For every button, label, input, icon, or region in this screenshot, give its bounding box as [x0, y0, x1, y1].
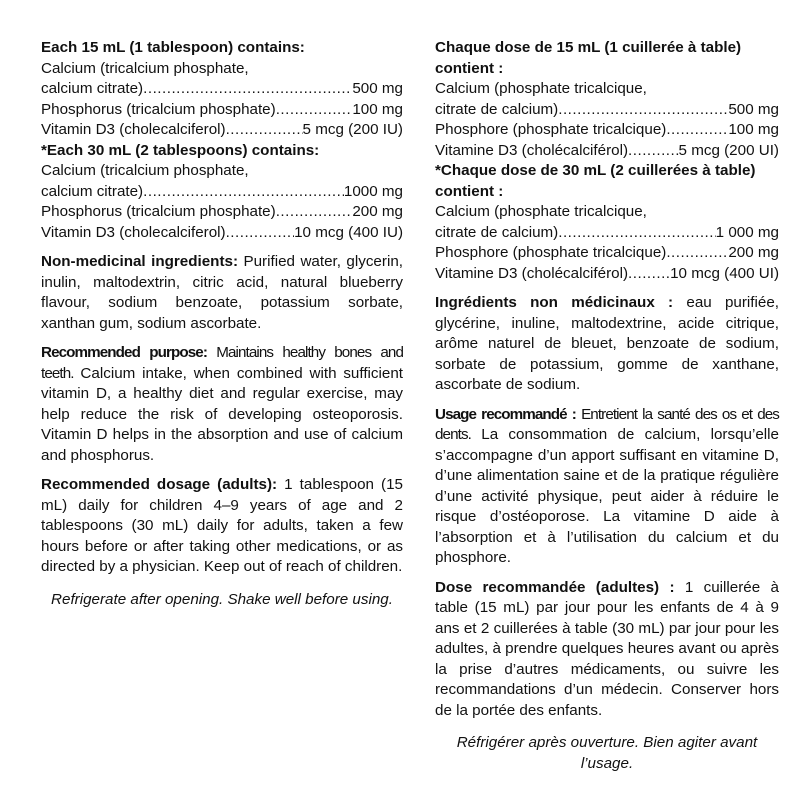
dot-leader — [666, 243, 728, 264]
dosage-label: Dose recommandée (adultes) : — [435, 578, 675, 596]
recommended-purpose-en — [41, 343, 403, 466]
ingredient-row-calcium — [41, 79, 403, 100]
ingredient-row-phosphorus — [435, 243, 779, 264]
ingredient-label: calcium citrate) — [41, 80, 144, 97]
nonmedicinal-text: eau purifiée, glycérine, inuline, maltodextrine, acide citrique, arôme naturel de bleuet, benzoate de sodium, sorbate de potassium, gomme de xanthane, ascorbate de sodium. — [435, 294, 780, 393]
recommended-purpose-fr — [435, 405, 779, 569]
ingredient-value: 500 mg — [728, 100, 779, 118]
dot-leader — [226, 120, 303, 141]
ingredient-row-calcium — [435, 100, 779, 121]
dose15-list-en — [41, 59, 403, 141]
purpose-text: Calcium intake, when combined with sufficient vitamin D, a healthy diet and regular exercise, may help reduce the risk of developing osteoporosis. Vitamin D helps in the absorption and use of calcium and phosphorus. — [41, 364, 403, 464]
purpose-lead: Maintains healthy bones and teeth. — [41, 344, 404, 382]
nonmedicinal-label: Ingrédients non médicinaux : — [435, 294, 674, 311]
ingredient-label: Phosphorus (tricalcium phosphate) — [41, 203, 276, 220]
ingredient-label: Phosphore (phosphate tricalcique) — [435, 244, 667, 261]
ingredient-label-line1: Calcium (phosphate tricalcique, — [435, 203, 647, 220]
dot-leader — [143, 79, 352, 100]
purpose-label: Usage recommandé : — [435, 405, 576, 423]
ingredient-value: 1000 mg — [343, 182, 403, 200]
ingredient-value: 5 mcg (200 UI) — [678, 141, 779, 159]
dot-leader — [276, 100, 353, 121]
dose15-heading-fr: Chaque dose de 15 mL (1 cuillerée à table) contient : — [435, 39, 742, 77]
ingredient-label: Vitamine D3 (cholécalciférol) — [435, 141, 629, 159]
dose30-list-fr — [435, 202, 779, 284]
ingredient-row-vitamin-d3 — [435, 264, 779, 285]
english-column — [41, 38, 403, 625]
purpose-text: La consommation de calcium, lorsqu’elle s’accompagne d’un apport suffisant en vitamine D, d’une alimentation saine et de la pratique régulière d’une activité physique, peut aider à réduire le risque d’ostéoporose. La vitamine D aide à l’absorption et à l’utilisation du calcium et du phosphore. — [435, 426, 779, 566]
ingredient-row-vitamin-d3 — [435, 141, 779, 162]
dot-leader — [143, 182, 344, 203]
purpose-label: Recommended purpose: — [41, 344, 207, 361]
recommended-dosage-fr — [435, 578, 779, 722]
dosage-text: 1 tablespoon (15 mL) daily for children 4–9 years of age and 2 tablespoons (30 mL) daily for adults, taken a few hours before or after taking other medications, or as directed by a physician. Keep out of reach of children. — [41, 476, 403, 575]
ingredient-row-vitamin-d3 — [41, 120, 403, 141]
dot-leader — [558, 223, 715, 244]
ingredient-row-vitamin-d3 — [41, 223, 403, 244]
nonmedicinal-text: Purified water, glycerin, inulin, maltodextrin, citric acid, natural blueberry flavour, sodium benzoate, potassium sorbate, xanthan gum, sodium ascorbate. — [41, 253, 403, 332]
ingredient-value: 5 mcg (200 IU) — [302, 121, 403, 138]
ingredient-value: 100 mg — [728, 121, 779, 138]
dose15-list-fr — [435, 79, 779, 161]
ingredient-value: 100 mg — [352, 100, 403, 118]
ingredient-label-line1: Calcium (tricalcium phosphate, — [41, 162, 249, 179]
storage-note-fr: Réfrigérer après ouverture. Bien agiter avant l’usage. — [456, 734, 758, 772]
purpose-lead: Entretient la santé des os et des dents. — [435, 405, 779, 443]
ingredient-value: 1 000 mg — [715, 223, 779, 241]
dot-leader — [226, 223, 295, 244]
ingredient-value: 200 mg — [728, 244, 779, 261]
dose15-heading-en: Each 15 mL (1 tablespoon) contains: — [41, 39, 305, 56]
ingredient-label: Vitamin D3 (cholecalciferol) — [41, 223, 226, 241]
dot-leader — [628, 141, 679, 162]
dosage-text: 1 cuillerée à table (15 mL) par jour pour les enfants de 4 à 9 ans et 2 cuillerées à table (30 mL) par jour pour les adultes, à prendre quelques heures avant ou après la prise d’autres médicaments, ou suivre les recommandations d’un médecin. Conserver hors de la portée des enfants. — [435, 578, 779, 719]
ingredient-label: Vitamin D3 (cholecalciferol) — [41, 121, 226, 138]
ingredient-value: 10 mcg (400 IU) — [294, 223, 403, 241]
dosage-label: Recommended dosage (adults): — [41, 476, 278, 493]
ingredient-label: citrate de calcium) — [435, 100, 559, 118]
ingredient-value: 200 mg — [352, 203, 403, 220]
french-column — [435, 38, 779, 789]
ingredient-label-line1: Calcium (phosphate tricalcique, — [435, 80, 647, 97]
ingredient-row-phosphorus — [435, 120, 779, 141]
ingredient-label: Vitamine D3 (cholécalciférol) — [435, 264, 629, 282]
dot-leader — [666, 120, 728, 141]
dose30-list-en — [41, 161, 403, 243]
ingredient-label: Phosphorus (tricalcium phosphate) — [41, 100, 276, 118]
ingredient-label: citrate de calcium) — [435, 223, 559, 241]
ingredient-label: calcium citrate) — [41, 182, 144, 200]
dose30-heading-en: *Each 30 mL (2 tablespoons) contains: — [41, 141, 320, 159]
ingredient-label-line1: Calcium (tricalcium phosphate, — [41, 59, 249, 77]
recommended-dosage-en — [41, 475, 403, 578]
nonmedicinal-ingredients-fr — [435, 293, 779, 396]
nonmedicinal-ingredients-en — [41, 252, 403, 334]
ingredient-row-phosphorus — [41, 202, 403, 223]
ingredient-row-calcium — [435, 223, 779, 244]
nonmedicinal-label: Non-medicinal ingredients: — [41, 253, 239, 270]
ingredient-value: 500 mg — [352, 80, 403, 97]
ingredient-value: 10 mcg (400 UI) — [670, 264, 779, 282]
dose30-heading-fr: *Chaque dose de 30 mL (2 cuillerées à table) contient : — [435, 162, 756, 200]
ingredient-row-phosphorus — [41, 100, 403, 121]
dot-leader — [558, 100, 728, 121]
ingredient-label: Phosphore (phosphate tricalcique) — [435, 121, 667, 138]
ingredient-row-calcium — [41, 182, 403, 203]
dot-leader — [276, 202, 353, 223]
storage-note-en: Refrigerate after opening. Shake well before using. — [51, 590, 393, 608]
dot-leader — [628, 264, 670, 285]
